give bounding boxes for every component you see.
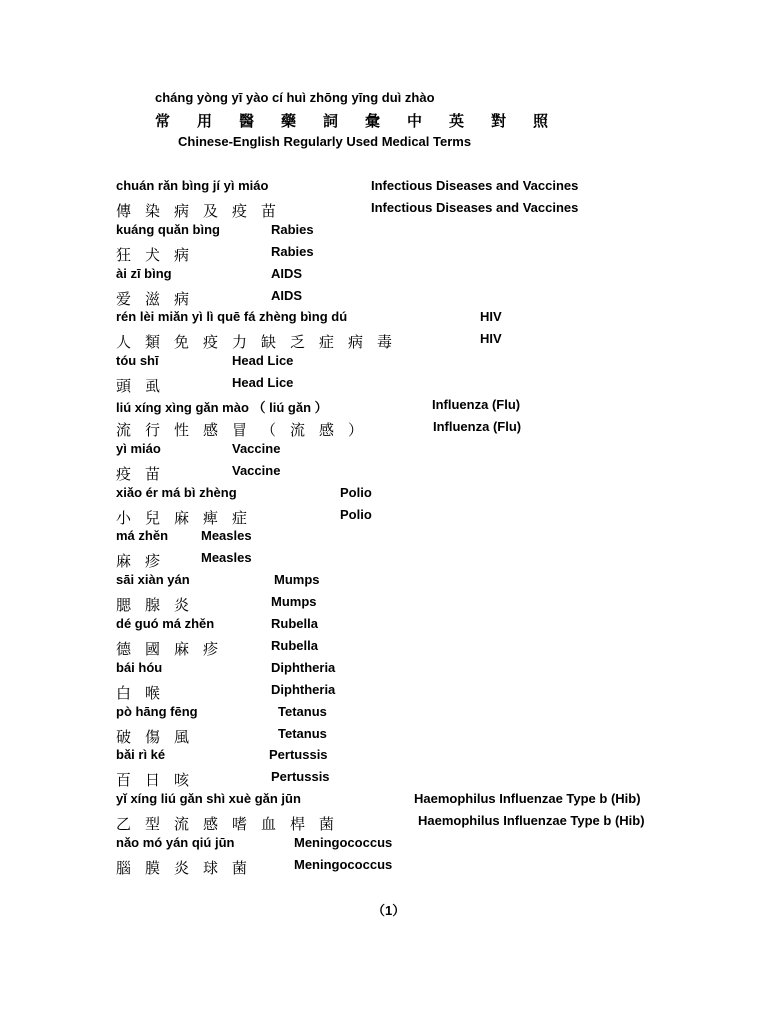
term-english: AIDS xyxy=(271,287,303,303)
term-pinyin: sāi xiàn yán xyxy=(116,572,190,588)
term-english: Diphtheria xyxy=(271,659,336,675)
term-row xyxy=(0,769,768,789)
term-pinyin: yǐ xíng liú gǎn shì xuè gǎn jūn xyxy=(116,791,301,807)
term-english: Vaccine xyxy=(232,440,281,456)
term-row xyxy=(0,353,768,373)
term-english: Head Lice xyxy=(232,353,294,369)
term-english: Mumps xyxy=(271,594,317,610)
term-english: Rabies xyxy=(271,243,314,259)
term-chinese: 小兒麻痺症 xyxy=(116,508,262,527)
term-chinese: 德國麻疹 xyxy=(116,639,233,658)
term-english: Measles xyxy=(201,550,252,566)
term-english: HIV xyxy=(480,309,502,325)
term-row xyxy=(0,813,768,833)
term-english: Infectious Diseases and Vaccines xyxy=(371,199,579,215)
term-english: Polio xyxy=(340,506,372,522)
term-chinese: 破傷風 xyxy=(116,727,204,746)
term-row xyxy=(0,288,768,308)
term-row xyxy=(0,266,768,286)
term-row xyxy=(0,463,768,483)
term-pinyin: má zhěn xyxy=(116,528,169,544)
term-row xyxy=(0,616,768,636)
title-pinyin: cháng yòng yī yào cí huì zhōng yīng duì zhào xyxy=(155,90,435,105)
term-pinyin: chuán rǎn bìng jí yì miáo xyxy=(116,178,269,193)
term-pinyin: tóu shī xyxy=(116,353,159,369)
term-chinese: 白喉 xyxy=(116,683,175,702)
term-row xyxy=(0,638,768,658)
term-pinyin: nǎo mó yán qiú jūn xyxy=(116,835,235,850)
term-english: Mumps xyxy=(274,572,320,588)
term-english: Rabies xyxy=(271,221,314,237)
term-chinese: 人類免疫力缺乏症病毒 xyxy=(116,333,407,352)
term-chinese: 乙型流感嗜血桿菌 xyxy=(116,815,349,834)
term-pinyin: rén lèi miǎn yì lì quē fá zhèng bìng dú xyxy=(116,309,348,325)
term-english: Diphtheria xyxy=(271,681,336,697)
term-row xyxy=(0,660,768,680)
term-row xyxy=(0,747,768,767)
term-english: Haemophilus Influenzae Type b (Hib) xyxy=(418,813,645,829)
term-english: Meningococcus xyxy=(294,856,393,872)
term-english: AIDS xyxy=(271,265,303,281)
term-row xyxy=(0,419,768,439)
term-english: Head Lice xyxy=(232,375,294,391)
term-english: Infectious Diseases and Vaccines xyxy=(371,178,579,193)
term-english: Tetanus xyxy=(278,725,327,741)
term-english: Meningococcus xyxy=(294,835,393,850)
term-english: Rubella xyxy=(271,616,318,631)
term-row xyxy=(0,375,768,395)
term-english: Haemophilus Influenzae Type b (Hib) xyxy=(414,791,641,807)
term-row xyxy=(0,441,768,461)
term-row xyxy=(0,682,768,702)
term-english: HIV xyxy=(480,331,502,347)
term-pinyin: kuáng quǎn bìng xyxy=(116,221,220,237)
term-row xyxy=(0,222,768,242)
term-pinyin: pò hāng fēng xyxy=(116,703,198,719)
term-row xyxy=(0,244,768,264)
term-row xyxy=(0,485,768,505)
term-row xyxy=(0,726,768,746)
term-english: Rubella xyxy=(271,637,318,653)
term-pinyin: ài zī bìng xyxy=(116,265,172,281)
term-english: Polio xyxy=(340,484,372,500)
term-chinese: 頭虱 xyxy=(116,377,175,396)
term-chinese: 傳染病及疫苗 xyxy=(116,201,291,220)
term-pinyin: liú xíng xìng gǎn mào （ liú gǎn ） xyxy=(116,400,328,415)
term-row xyxy=(0,528,768,548)
term-pinyin: bái hóu xyxy=(116,659,163,675)
term-row xyxy=(0,835,768,855)
term-row xyxy=(0,550,768,570)
term-row xyxy=(0,704,768,724)
term-chinese: 百日咳 xyxy=(116,771,204,790)
term-english: Vaccine xyxy=(232,462,281,478)
term-english: Pertussis xyxy=(269,747,328,763)
term-chinese: 流行性感冒（流感） xyxy=(116,420,378,439)
term-row xyxy=(0,178,768,198)
term-pinyin: yì miáo xyxy=(116,440,161,456)
term-english: Measles xyxy=(201,528,252,544)
term-chinese: 疫苗 xyxy=(116,464,175,483)
term-row xyxy=(0,572,768,592)
term-row xyxy=(0,857,768,877)
title-english: Chinese-English Regularly Used Medical Terms xyxy=(178,134,472,149)
term-chinese: 爱滋病 xyxy=(116,289,204,308)
term-row xyxy=(0,309,768,329)
term-row xyxy=(0,200,768,220)
term-row xyxy=(0,331,768,351)
term-pinyin: bǎi rì ké xyxy=(116,747,166,763)
term-chinese: 腮腺炎 xyxy=(116,596,204,615)
term-chinese: 麻疹 xyxy=(116,552,175,571)
term-row xyxy=(0,507,768,527)
term-pinyin: dé guó má zhěn xyxy=(116,616,215,631)
term-english: Pertussis xyxy=(271,769,330,785)
term-english: Influenza (Flu) xyxy=(432,397,521,412)
term-chinese: 狂犬病 xyxy=(116,245,204,264)
term-english: Influenza (Flu) xyxy=(433,418,522,434)
term-row xyxy=(0,791,768,811)
term-english: Tetanus xyxy=(278,703,327,719)
title-chinese: 常用醫藥詞彙中英對照 xyxy=(155,112,576,130)
term-row xyxy=(0,594,768,614)
term-row xyxy=(0,397,768,417)
term-chinese: 腦膜炎球菌 xyxy=(116,858,262,877)
term-pinyin: xiǎo ér má bì zhèng xyxy=(116,484,237,500)
page-number: （1） xyxy=(372,903,406,918)
